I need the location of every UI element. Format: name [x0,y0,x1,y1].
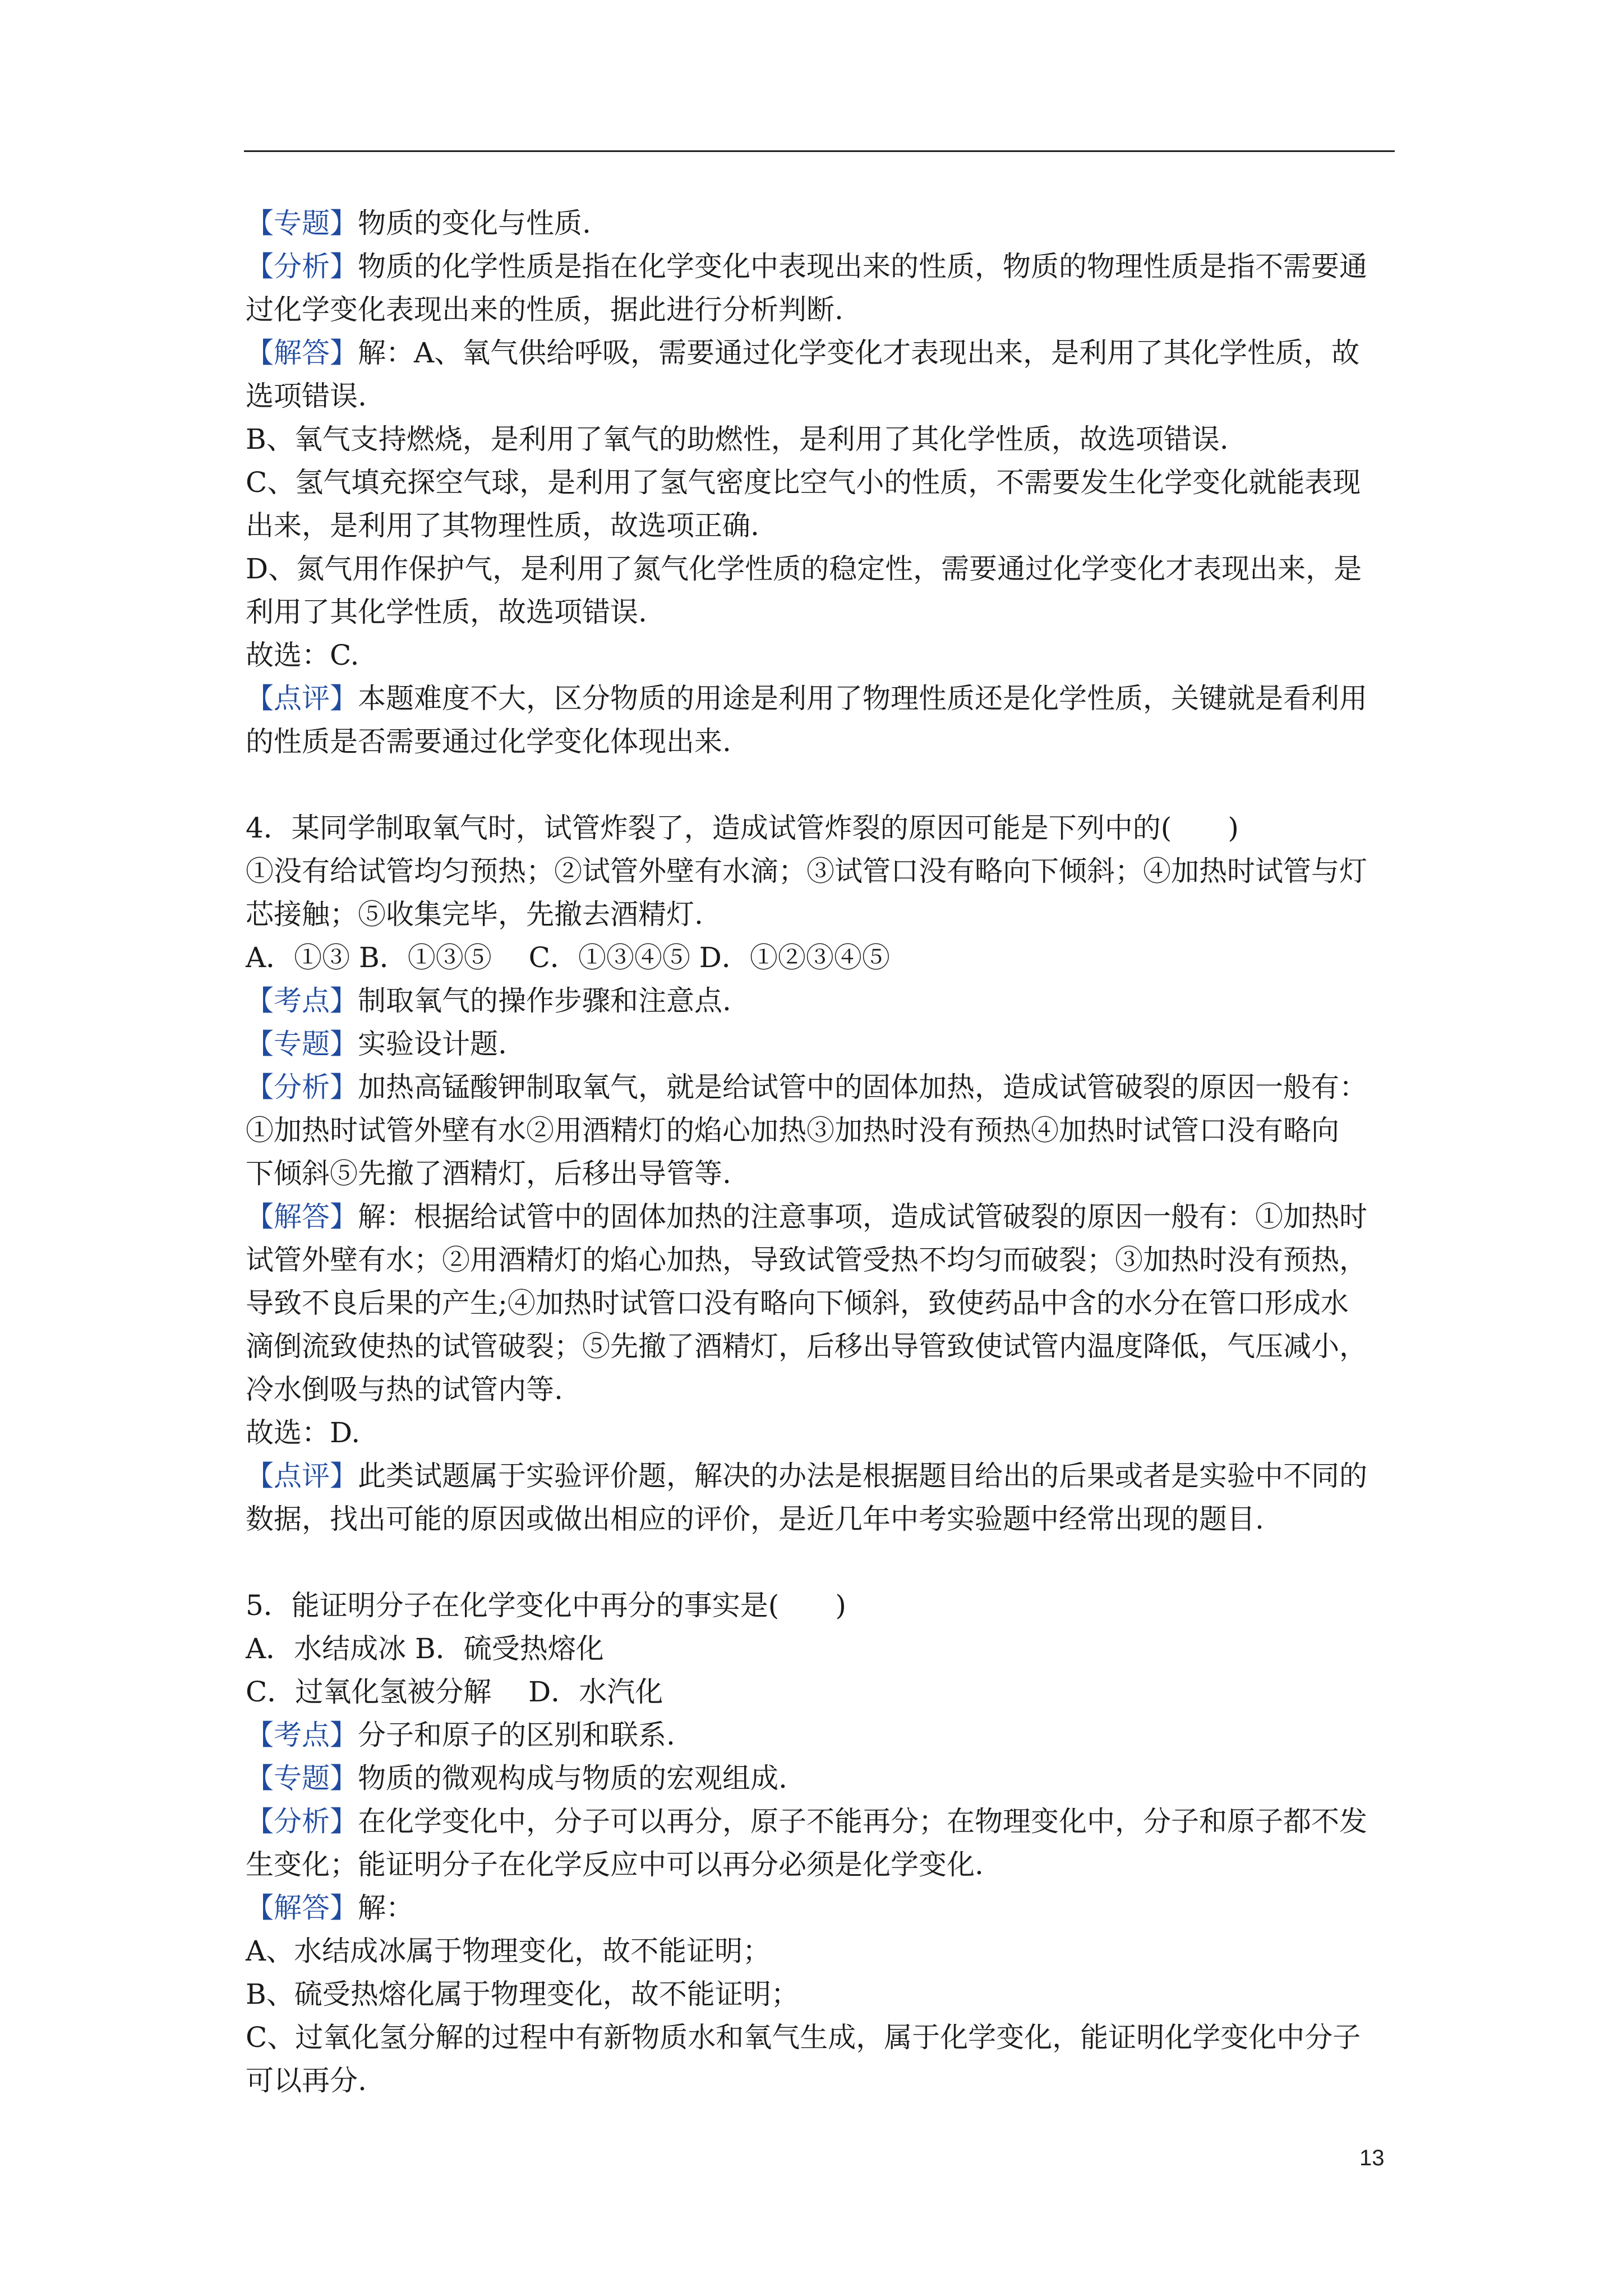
line-text: B、硫受热熔化属于物理变化，故不能证明； [246,1978,799,2010]
line-text: 加热高锰酸钾制取氧气，就是给试管中的固体加热，造成试管破裂的原因一般有： [358,1071,1367,1103]
line-text: 此类试题属于实验评价题，解决的办法是根据题目给出的后果或者是实验中不同的 [358,1460,1367,1492]
text-line [246,677,1401,720]
line-text: 可以再分. [246,2064,367,2097]
line-text: 故选：C. [246,639,359,671]
line-text: 解：A、氧气供给呼吸，需要通过化学变化才表现出来，是利用了其化学性质，故 [358,337,1360,369]
line-text: C．过氧化氢被分解 D．水汽化 [246,1676,663,1708]
text-line [246,1195,1401,1239]
text-line [246,1973,1401,2016]
text-line [246,893,1401,936]
text-line [246,504,1401,547]
line-text: 物质的化学性质是指在化学变化中表现出来的性质，物质的物理性质是指不需要通 [358,250,1367,283]
text-line [246,1455,1401,1498]
paragraph-gap [246,1541,1401,1584]
line-text: 4．某同学制取氧气时，试管炸裂了，造成试管炸裂的原因可能是下列中的( ) [246,812,1239,844]
section-tag: 【专题】 [246,1762,358,1795]
section-tag: 【解答】 [246,1200,358,1233]
line-text: 滴倒流致使热的试管破裂；⑤先撤了酒精灯，后移出导管致使试管内温度降低，气压减小， [246,1330,1367,1363]
text-line [246,1368,1401,1411]
page-number: 13 [1359,2146,1385,2170]
document-body [246,202,1401,2102]
text-line [246,1152,1401,1195]
text-line [246,591,1401,634]
text-line [246,1930,1401,1973]
text-line [246,461,1401,504]
header-rule [244,150,1395,152]
text-line [246,634,1401,677]
line-text: ①加热时试管外壁有水②用酒精灯的焰心加热③加热时没有预热④加热时试管口没有略向 [246,1114,1339,1147]
text-line [246,1023,1401,1066]
line-text: 在化学变化中，分子可以再分，原子不能再分；在物理变化中，分子和原子都不发 [358,1805,1367,1838]
line-text: A．①③ B．①③⑤ C．①③④⑤ D．①②③④⑤ [246,941,890,974]
text-line [246,1714,1401,1757]
text-line [246,979,1401,1023]
text-line [246,1498,1401,1541]
line-text: 实验设计题. [358,1028,507,1060]
text-line [246,807,1401,850]
text-line [246,1325,1401,1368]
text-line [246,2016,1401,2059]
line-text: 下倾斜⑤先撤了酒精灯，后移出导管等. [246,1157,731,1190]
line-text: 过化学变化表现出来的性质，据此进行分析判断. [246,293,843,326]
section-tag: 【专题】 [246,207,358,240]
line-text: 生变化；能证明分子在化学反应中可以再分必须是化学变化. [246,1848,984,1881]
text-line [246,418,1401,461]
text-line [246,1282,1401,1325]
text-line [246,1800,1401,1843]
line-text: 制取氧气的操作步骤和注意点. [358,984,731,1017]
text-line [246,1109,1401,1152]
text-line [246,850,1401,893]
text-line [246,1584,1401,1627]
line-text: C、过氧化氢分解的过程中有新物质水和氧气生成，属于化学变化，能证明化学变化中分子 [246,2021,1361,2054]
text-line [246,936,1401,979]
line-text: 本题难度不大，区分物质的用途是利用了物理性质还是化学性质，关键就是看利用 [358,682,1367,715]
line-text: 解：根据给试管中的固体加热的注意事项，造成试管破裂的原因一般有：①加热时 [358,1200,1367,1233]
text-line [246,1757,1401,1800]
text-line [246,202,1401,245]
line-text: 出来，是利用了其物理性质，故选项正确. [246,509,759,542]
line-text: 分子和原子的区别和联系. [358,1719,675,1751]
paragraph-gap [246,763,1401,807]
line-text: 导致不良后果的产生;④加热时试管口没有略向下倾斜，致使药品中含的水分在管口形成水 [246,1287,1349,1319]
line-text: 芯接触；⑤收集完毕，先撤去酒精灯. [246,898,703,931]
text-line [246,1066,1401,1109]
line-text: 的性质是否需要通过化学变化体现出来. [246,725,731,758]
section-tag: 【考点】 [246,984,358,1017]
section-tag: 【专题】 [246,1028,358,1060]
text-line [246,1843,1401,1887]
line-text: A．水结成冰 B．硫受热熔化 [246,1632,604,1665]
line-text: D、氮气用作保护气，是利用了氮气化学性质的稳定性，需要通过化学变化才表现出来，是 [246,553,1362,585]
line-text: 利用了其化学性质，故选项错误. [246,596,647,628]
text-line [246,1239,1401,1282]
section-tag: 【分析】 [246,250,358,283]
line-text: 物质的变化与性质. [358,207,591,240]
text-line [246,288,1401,332]
section-tag: 【解答】 [246,337,358,369]
text-line [246,1411,1401,1455]
line-text: 解： [358,1892,414,1924]
text-line [246,375,1401,418]
line-text: 冷水倒吸与热的试管内等. [246,1373,563,1406]
line-text: 故选：D. [246,1416,361,1449]
section-tag: 【分析】 [246,1805,358,1838]
line-text: B、氧气支持燃烧，是利用了氧气的助燃性，是利用了其化学性质，故选项错误. [246,423,1229,455]
section-tag: 【点评】 [246,1460,358,1492]
text-line [246,1627,1401,1671]
text-line [246,1671,1401,1714]
text-line [246,720,1401,763]
line-text: A、水结成冰属于物理变化，故不能证明； [246,1935,771,1967]
line-text: 物质的微观构成与物质的宏观组成. [358,1762,787,1795]
section-tag: 【考点】 [246,1719,358,1751]
line-text: 5．能证明分子在化学变化中再分的事实是( ) [246,1589,846,1622]
section-tag: 【分析】 [246,1071,358,1103]
text-line [246,1887,1401,1930]
text-line [246,245,1401,288]
line-text: ①没有给试管均匀预热；②试管外壁有水滴；③试管口没有略向下倾斜；④加热时试管与灯 [246,855,1367,887]
text-line [246,2059,1401,2102]
section-tag: 【点评】 [246,682,358,715]
text-line [246,547,1401,591]
text-line [246,332,1401,375]
line-text: 数据，找出可能的原因或做出相应的评价，是近几年中考实验题中经常出现的题目. [246,1503,1264,1535]
line-text: C、氢气填充探空气球，是利用了氢气密度比空气小的性质，不需要发生化学变化就能表现 [246,466,1361,499]
section-tag: 【解答】 [246,1892,358,1924]
line-text: 试管外壁有水；②用酒精灯的焰心加热，导致试管受热不均匀而破裂；③加热时没有预热， [246,1244,1367,1276]
line-text: 选项错误. [246,380,367,412]
